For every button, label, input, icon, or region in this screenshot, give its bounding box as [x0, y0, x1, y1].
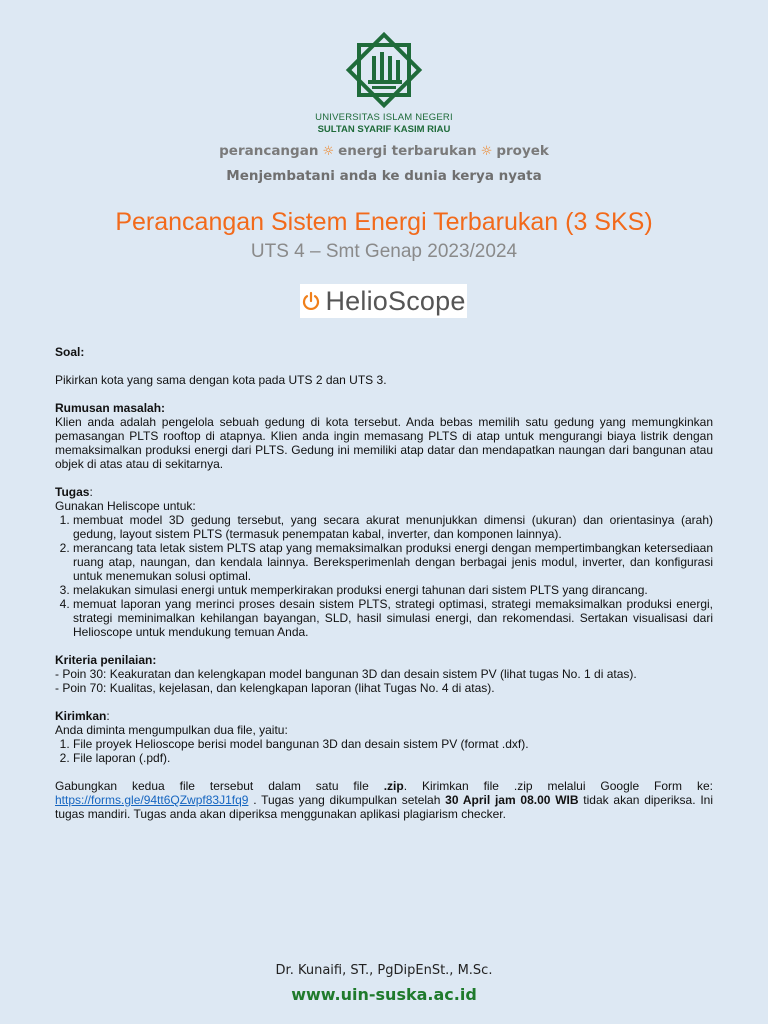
zip-label: .zip [383, 779, 404, 793]
university-website: www.uin-suska.ac.id [291, 985, 477, 1004]
gabungkan-text-3: . Tugas yang dikumpulkan setelah [248, 793, 446, 807]
lecturer-name: Dr. Kunaifi, ST., PgDipEnSt., M.Sc. [275, 963, 493, 978]
university-name-line1: UNIVERSITAS ISLAM NEGERI [315, 112, 453, 123]
tugas-heading-line [55, 485, 713, 499]
tugas-item-1: 1. membuat model 3D gedung tersebut, yang secara akurat menunjukkan dimensi (ukuran) dan orientasinya (arah) gedung, layout sistem PLTS (termasuk penempatan kabal, inverter, dan komponen lainnya). [73, 513, 713, 541]
rumusan-text: Klien anda adalah pengelola sebuah gedung di kota tersebut. Anda bebas memilih satu gedung yang memungkinkan pemasangan PLTS rooftop di atapnya. Klien anda ingin memasang PLTS di atap untuk mengurangi biaya listrik dengan memaksimalkan produksi energi dari PLTS. Gedung ini memiliki atap datar dan mendapatkan naungan dari bangunan atau objek di atas atau di sekitarnya. [55, 415, 713, 471]
sun-icon: ☼ [480, 144, 493, 159]
tugas-list [55, 513, 713, 639]
tugas-heading-colon: : [89, 485, 93, 499]
university-logo [0, 28, 768, 136]
assignment-body [55, 345, 713, 821]
google-form-link[interactable]: https://forms.gle/94tt6QZwpf83J1fq9 [55, 793, 249, 807]
kriteria-item-1: - Poin 30: Keakuratan dan kelengkapan model bangunan 3D dan desain sistem PV (lihat tugas No. 1 di atas). [55, 667, 637, 681]
kirimkan-heading-line [55, 709, 713, 723]
rumusan-heading: Rumusan masalah: [55, 401, 166, 415]
deadline-label: 30 April jam 08.00 WIB [445, 793, 579, 807]
gabungkan-text-4: tidak akan diperiksa. Ini tugas mandiri. Tugas anda akan diperiksa menggunakan aplikasi plagiarism checker. [55, 793, 713, 821]
helioscope-label: HelioScope [325, 285, 466, 316]
tugas-intro: Gunakan Heliscope untuk: [55, 499, 196, 513]
kriteria-item-2: - Poin 70: Kualitas, kejelasan, dan kelengkapan laporan (lihat Tugas No. 4 di atas). [55, 681, 495, 695]
uin-suska-emblem-icon [342, 28, 426, 112]
kirimkan-item-2: 2. File laporan (.pdf). [73, 751, 713, 765]
tagline-part1: perancangan [219, 143, 319, 159]
tugas-item-4: 4. memuat laporan yang merinci proses desain sistem PLTS, strategi optimasi, strategi memaksimalkan produksi energi, strategi meminimalkan kehilangan bayangan, SLD, hasil simulasi energi, dan rekomendasi. Sertakan visualisasi dari Helioscope untuk mendukung temuan Anda. [73, 597, 713, 639]
exam-subtitle: UTS 4 – Smt Genap 2023/2024 [250, 241, 518, 262]
gabungkan-text-2: . Kirimkan file .zip melalui Google Form ke: [403, 779, 713, 793]
gabungkan-text-1: Gabungkan kedua file tersebut dalam satu file [55, 779, 384, 793]
university-name-line2: SULTAN SYARIF KASIM RIAU [317, 124, 451, 135]
kirimkan-item-1: 1. File proyek Helioscope berisi model bangunan 3D dan desain sistem PV (format .dxf). [73, 737, 713, 751]
tagline-part3: proyek [496, 143, 549, 159]
soal-heading: Soal: [55, 345, 85, 359]
kirimkan-list [55, 737, 713, 765]
kirimkan-heading: Kirimkan [55, 709, 107, 723]
gabungkan-paragraph [55, 779, 713, 821]
sun-icon: ☼ [322, 144, 335, 159]
tagline-part2: energi terbarukan [338, 143, 477, 159]
power-icon [301, 291, 321, 311]
helioscope-logo [300, 284, 467, 318]
kirimkan-intro: Anda diminta mengumpulkan dua file, yaitu: [55, 723, 288, 737]
tugas-heading: Tugas [55, 485, 90, 499]
soal-intro: Pikirkan kota yang sama dengan kota pada UTS 2 dan UTS 3. [55, 373, 387, 387]
kriteria-heading: Kriteria penilaian: [55, 653, 157, 667]
tugas-item-3: 3. melakukan simulasi energi untuk memperkirakan produksi energi tahunan dari sistem PLTS yang dirancang. [73, 583, 713, 597]
sub-tagline: Menjembatani anda ke dunia kerya nyata [226, 168, 542, 184]
course-title: Perancangan Sistem Energi Terbarukan (3 SKS) [115, 208, 653, 236]
tugas-item-2: 2. merancang tata letak sistem PLTS atap yang memaksimalkan produksi energi dengan mempertimbangkan ketersediaan ruang atap, naungan, dan kendala lainnya. Bereksperimenlah dengan berbagai jenis modul, inverter, dan konfigurasi untuk menemukan solusi optimal. [73, 541, 713, 583]
kirimkan-heading-colon: : [106, 709, 110, 723]
tagline [0, 143, 768, 159]
